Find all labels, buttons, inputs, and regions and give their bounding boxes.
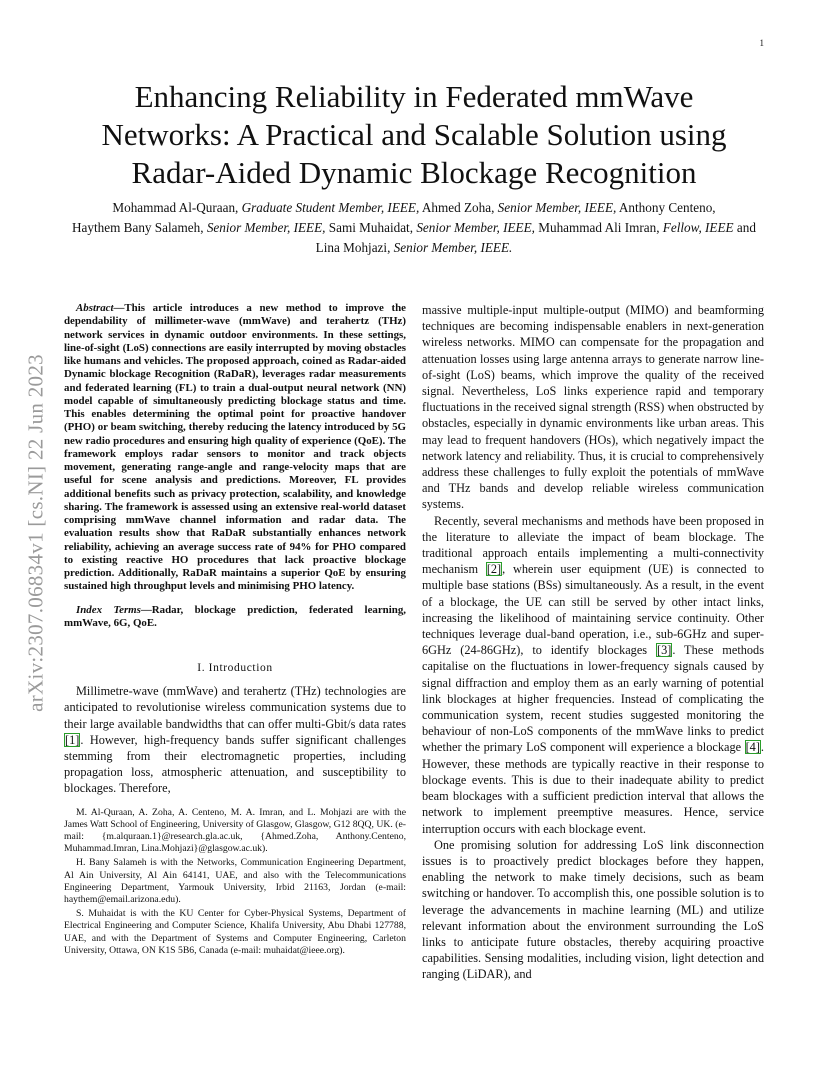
intro-paragraph [64,683,406,796]
intro-paragraph-continued: massive multiple-input multiple-output (MIMO) and beamforming techniques are becoming indispensable enablers in next-generation wireless networks. MIMO can compensate for the propagation and attenuation losses using large antenna arrays to generate narrow line-of-sight (LoS) beams, which improve the quality of the received signal. Nevertheless, LoS links experience rapid and temporary fluctuations in the received signal strength (RSS) when obstructed by obstacles, especially in dynamic environments like urban areas. This may lead to frequent handovers (HOs), which negatively impact the network latency and reliability. Thus, it is crucial to comprehensively address these challenges to fully exploit the potentials of mmWave and THz bands and develop reliable wireless communication systems. [422,303,764,512]
paper-title: Enhancing Reliability in Federated mmWave Networks: A Practical and Scalable Solution using Radar-Aided Dynamic Blockage Recognition [101,79,727,190]
paragraph-text: Recently, several mechanisms and methods have been proposed in the literature to alleviate the impact of beam blockage. The traditional approach entails implementing a multi-connectivity mechanism [422,513,764,577]
paragraph-text: , wherein user equipment (UE) is connected to multiple base stations (BSs) simultaneously. As a result, in the event of a blockage, the UE can still be served by other intact links, increasing the likelihood of maintaining service continuity. Other techniques leverage dual-band operation, i.e., sub-6GHz and super-6GHz (24-86GHz), to identify blockages [422,562,764,658]
author-membership: Graduate Student Member, IEEE, [238,200,420,215]
section-heading-introduction: I. Introduction [197,662,273,674]
page-number: 1 [759,38,764,48]
intro-paragraph [422,513,764,837]
author-name: and Lina Mohjazi, [315,220,756,255]
index-terms-label: Index Terms [76,603,141,616]
author-name: Haythem Bany Salameh, [72,220,204,235]
footnote-affiliation-khalifa: S. Muhaidat is with the KU Center for Cyber-Physical Systems, Department of Electrical Engineering and Computer Science, Khalifa University, Abu Dhabi 127788, UAE, and with the Department of Systems and Computer Engineering, Carleton University, Ottawa, ON K1S 5B6, Canada (e-mail: muhaidat@ieee.org). [64,908,406,956]
author-membership: Senior Member, IEEE, [494,200,617,215]
footnote-affiliation-alain: H. Bany Salameh is with the Networks, Communication Engineering Department, Al Ain University, Al Ain 64141, UAE, and also with the Telecommunications Engineering Department, Yarmouk University, Irbid 21163, Jordan (e-mail: haythem@email.arizona.edu). [64,857,406,906]
author-list [62,198,766,258]
author-membership: Senior Member, IEEE, [413,220,535,235]
paragraph-text: Millimetre-wave (mmWave) and terahertz (THz) technologies are anticipated to revolutionise wireless communication systems due to their large available bandwidths that can offer multi-Gbit/s data rates [64,684,406,731]
arxiv-identifier-stamp[interactable] [22,298,50,768]
index-terms-text: —Radar, blockage prediction, federated learning, mmWave, 6G, QoE. [64,603,406,629]
citation-link[interactable]: [3] [656,643,672,658]
citation-link[interactable]: [2] [486,562,502,577]
author-membership: Senior Member, IEEE. [390,240,513,255]
paragraph-text: . These methods capitalise on the fluctuations in lower-frequency signals caused by signal diffraction and employ them as an early warning of potential link blockages at higher frequencies. Instead of complicating the communication system, recent studies suggested monitoring the behaviour of non-LoS components of the mmWave links to predict whether the primary LoS component will experience a blockage [422,643,764,755]
author-name: Sami Muhaidat, [325,220,414,235]
author-name: Anthony Centeno, [616,200,716,215]
paragraph-text: . However, high-frequency bands suffer significant challenges stemming from their electromagnetic properties, including propagation loss, atmospheric attenuation, and susceptibility to blockages. Therefore, [64,732,406,796]
author-membership: Fellow, IEEE [659,220,734,235]
author-membership: Senior Member, IEEE, [203,220,326,235]
right-column [422,302,764,983]
footnote-affiliation-glasgow: M. Al-Quraan, A. Zoha, A. Centeno, M. A. Imran, and L. Mohjazi are with the James Watt School of Engineering, University of Glasgow, Glasgow, G12 8QQ, UK. (e-mail: {m.alquraan.1}@research.gla.ac.uk, {Ahmed.Zoha, Anthony.Centeno, Muhammad.Imran, Lina.Mohjazi}@glasgow.ac.uk). [64,806,406,855]
citation-link[interactable]: [1] [65,732,80,747]
paragraph-text: . However, these methods are typically reactive in their response to blockage events. This is due to their inadequate ability to predict beam blockages with a sufficient prediction interval that allows the network to implement preemptive measures. Hence, service interruption occurs with each blockage event. [422,740,764,836]
citation-link[interactable]: [4] [745,740,760,755]
author-name: Ahmed Zoha, [419,200,495,215]
index-terms [64,604,406,631]
author-name: Mohammad Al-Quraan, [112,200,239,215]
intro-paragraph: One promising solution for addressing LoS link disconnection issues is to proactively predict blockages before they happen, enabling the network to make timely decisions, such as beam switching or handover. To accomplish this, one possible solution is to leverage the advancements in machine learning (ML) and utilize relevant information about the environment surrounding the LoS links to anticipate future obstacles, thereby acquiring proactive capabilities. Sensing modalities, including vision, light detection and ranging (LiDAR), and [422,837,764,982]
abstract-label: Abstract [76,302,114,314]
abstract [64,302,406,594]
left-column [64,302,406,959]
arxiv-identifier-text: arXiv:2307.06834v1 [cs.NI] 22 Jun 2023 [23,354,48,712]
author-name: Muhammad Ali Imran, [534,220,660,235]
abstract-text: —This article introduces a new method to improve the dependability of millimeter-wave (mmWave) and terahertz (THz) network services in dynamic outdoor environments. In these settings, line-of-sight (LoS) connections are easily interrupted by moving obstacles like humans and vehicles. The proposed approach, coined as Radar-aided Dynamic blockage Recognition (RaDaR), leverages radar measurements and federated learning (FL) to train a dual-output neural network (NN) model capable of simultaneously predicting blockage status and time. This enables determining the optimal point for proactive handover (PHO) or beam switching, thereby reducing the latency introduced by 5G new radio procedures and ensuring high quality of experience (QoE). The framework employs radar sensors to monitor and track objects movement, generating range-angle and range-velocity maps that are useful for scene analysis and predictions. Moreover, FL provides additional benefits such as privacy protection, scalability, and knowledge sharing. The framework is assessed using an extensive real-world dataset comprising mmWave channel information and radar data. The evaluation results show that RaDaR substantially enhances network reliability, achieving an average success rate of 94% for PHO compared to existing reactive HO procedures that lack proactive blockage prediction. Additionally, RaDaR maintains a superior QoE by ensuring sustained high throughput levels and minimising PHO latency. [64,302,406,593]
